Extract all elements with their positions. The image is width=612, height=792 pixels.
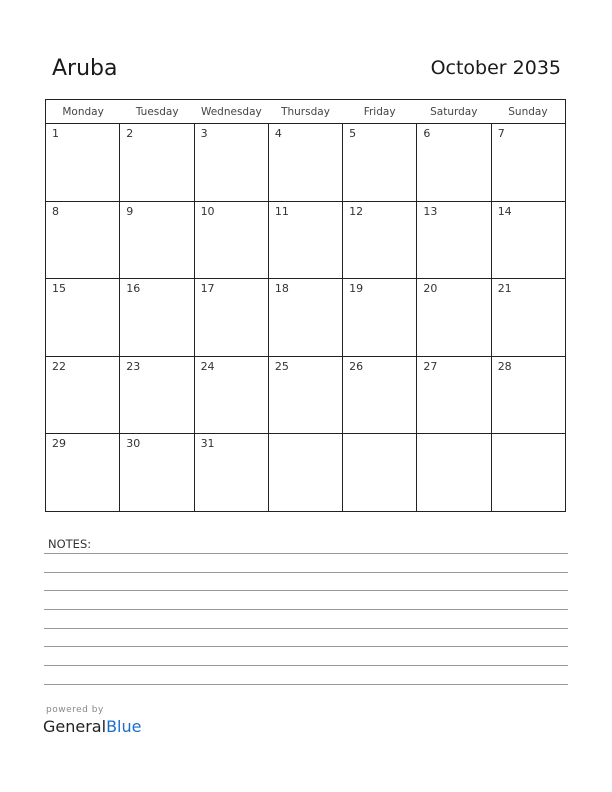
note-line (44, 553, 568, 554)
day-cell: 17 (195, 279, 269, 356)
generalblue-logo[interactable] (43, 717, 141, 736)
day-cell (269, 434, 343, 512)
week-row (46, 434, 565, 512)
day-cell: 22 (46, 357, 120, 434)
note-line (44, 684, 568, 685)
brand-general: General (43, 717, 107, 736)
day-cell: 20 (417, 279, 491, 356)
weekday-header: Saturday (430, 106, 478, 118)
day-cell: 14 (497, 204, 512, 218)
day-cell: 4 (269, 124, 343, 201)
day-cell: 29 (46, 434, 120, 512)
day-cell: 31 (195, 434, 269, 512)
month-title: October 2035 (430, 57, 561, 79)
weekday-header: Sunday (508, 106, 548, 118)
day-cell (417, 434, 491, 512)
day-cell: 12 (343, 202, 417, 279)
day-cell: 26 (343, 357, 417, 434)
day-cell: 23 (120, 357, 194, 434)
day-cell: 5 (343, 124, 417, 201)
day-cell: 8 (46, 202, 120, 279)
weekday-header: Wednesday (200, 106, 262, 118)
day-cell: 15 (46, 279, 120, 356)
day-cell: 3 (195, 124, 269, 201)
day-cell: 21 (497, 282, 512, 296)
note-line (44, 665, 568, 666)
day-cell: 10 (195, 202, 269, 279)
calendar-grid (45, 99, 566, 512)
day-cell: 1 (46, 124, 120, 201)
day-cell: 18 (269, 279, 343, 356)
powered-by-text: powered by (46, 705, 104, 715)
country-title: Aruba (52, 56, 118, 81)
day-cell: 13 (417, 202, 491, 279)
day-cell (343, 434, 417, 512)
weekday-header: Friday (363, 106, 396, 118)
week-row (46, 124, 565, 202)
day-cell: 2 (120, 124, 194, 201)
day-cell: 7 (497, 127, 505, 140)
day-cell: 11 (269, 202, 343, 279)
day-cell: 19 (343, 279, 417, 356)
day-cell (492, 434, 565, 512)
note-line (44, 609, 568, 610)
day-cell: 9 (120, 202, 194, 279)
day-cell: 30 (120, 434, 194, 512)
note-line (44, 628, 568, 629)
weekday-header: Tuesday (135, 106, 179, 118)
note-line (44, 646, 568, 647)
day-cell: 25 (269, 357, 343, 434)
day-cell: 16 (120, 279, 194, 356)
note-line (44, 572, 568, 573)
day-cell: 24 (195, 357, 269, 434)
week-row (46, 357, 565, 435)
week-row (46, 202, 565, 280)
day-cell: 6 (417, 124, 491, 201)
week-row (46, 279, 565, 357)
weekday-header-row (46, 100, 565, 124)
weekday-header: Monday (62, 106, 104, 118)
weekday-header: Thursday (281, 106, 330, 118)
notes-label: NOTES: (48, 537, 92, 551)
day-cell: 28 (497, 359, 512, 373)
day-cell: 27 (417, 357, 491, 434)
note-line (44, 590, 568, 591)
brand-blue: Blue (106, 717, 142, 736)
